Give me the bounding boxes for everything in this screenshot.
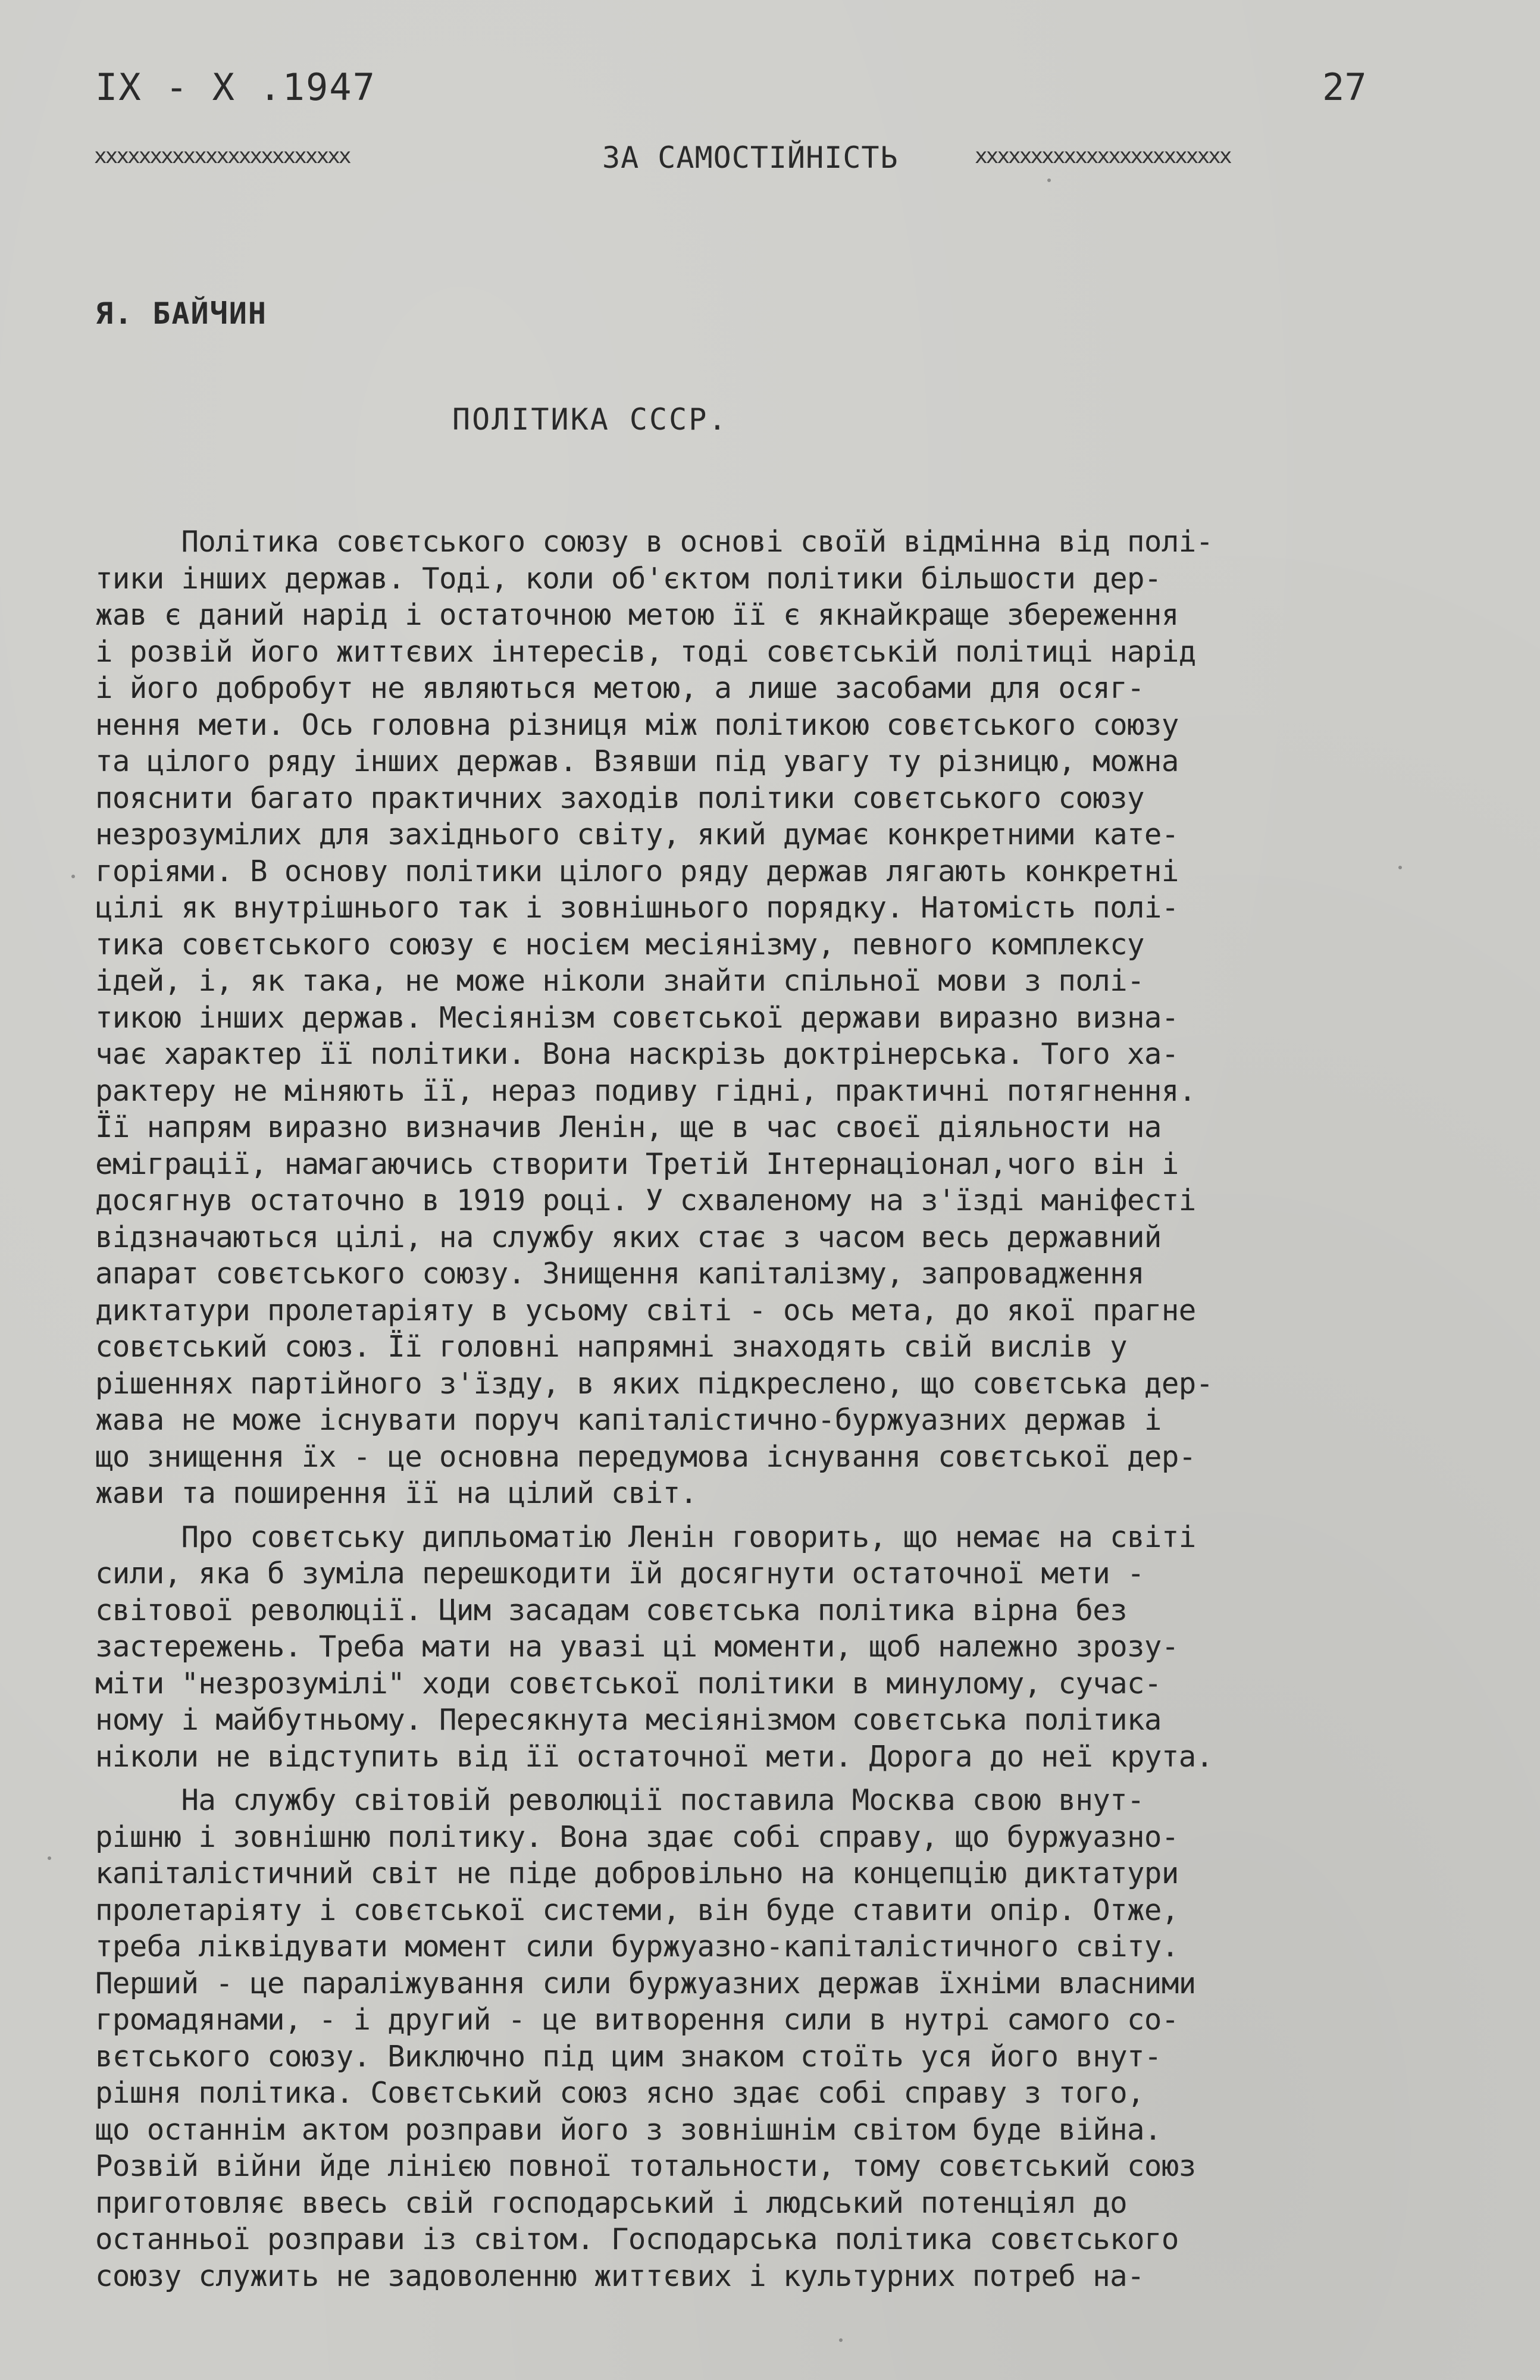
text-line: Перший - це параліжування сили буржуазних держав їхніми власними [95,1966,1196,2000]
text-line: відзначаються цілі, на службу яких стає з часом весь державний [95,1220,1162,1254]
scan-speck [1047,178,1051,182]
text-line: жав є даний нарід і остаточною метою її є якнайкраще збереження [95,598,1179,632]
text-line: союзу служить не задоволенню життєвих і культурних потреб на- [95,2259,1144,2293]
paragraph [95,524,1470,1512]
text-line: і його добробут не являються метою, а лише засобами для осяг- [95,671,1144,705]
text-line: горіями. В основу політики цілого ряду держав лягають конкретні [95,854,1179,888]
text-line: капіталістичний світ не піде добровільно на концепцію диктатури [95,1856,1179,1890]
scan-speck [71,875,75,878]
text-line: рішню і зовнішню політику. Вона здає собі справу, що буржуазно- [95,1820,1179,1854]
text-line: диктатури пролетаріяту в усьому світі - ось мета, до якої прагне [95,1293,1196,1327]
text-line: Її напрям виразно визначив Ленін, ще в час своєї діяльности на [95,1110,1162,1144]
text-line: тикою інших держав. Месіянізм совєтської держави виразно визна- [95,1000,1179,1035]
header-rule-left: xxxxxxxxxxxxxxxxxxxxxxx [94,144,350,168]
text-line: і розвій його життєвих інтересів, тоді совєтській політиці нарід [95,634,1196,669]
text-line: та цілого ряду інших держав. Взявши під увагу ту різницю, можна [95,744,1179,778]
scan-speck [1398,866,1402,869]
text-line: Про совєтську дипльоматію Ленін говорить, що немає на світі [95,1520,1196,1554]
text-line: Політика совєтського союзу в основі своїй відмінна від полі- [95,525,1213,559]
article-title: ПОЛІТИКА СССР. [452,402,728,437]
text-line: пояснити багато практичних заходів політики совєтського союзу [95,781,1144,815]
text-line: застережень. Треба мати на увазі ці моменти, щоб належно зрозу- [95,1630,1179,1664]
text-line: треба ліквідувати момент сили буржуазно-капіталістичного світу. [95,1930,1179,1964]
text-line: еміграції, намагаючись створити Третій Інтернаціонал,чого він і [95,1147,1179,1181]
text-line: чає характер її політики. Вона наскрізь доктрінерська. Того ха- [95,1037,1179,1071]
text-line: сили, яка б зуміла перешкодити їй досягнути остаточної мети - [95,1557,1144,1590]
journal-title: ЗА САМОСТІЙНІСТЬ [602,140,899,175]
text-line: Розвій війни йде лінією повної тотальности, тому совєтський союз [95,2149,1196,2183]
text-line: досягнув остаточно в 1919 році. У схваленому на з'їзді маніфесті [95,1183,1196,1217]
text-line: нення мети. Ось головна різниця між політикою совєтського союзу [95,707,1179,742]
text-line: тика совєтського союзу є носієм месіянізму, певного комплексу [95,927,1144,962]
text-line: останньої розправи із світом. Господарська політика совєтського [95,2222,1179,2256]
paragraph [95,1519,1470,1775]
text-line: рактеру не міняють її, нераз подиву гідні, практичні потягнення. [95,1073,1196,1108]
text-line: громадянами, - і другий - це витворення сили в нутрі самого со- [95,2003,1179,2037]
text-line: На службу світовій революції поставила Москва свою внут- [95,1783,1144,1817]
text-line: совєтський союз. Її головні напрямні знаходять свій вислів у [95,1330,1128,1364]
text-line: цілі як внутрішнього так і зовнішнього порядку. Натомість полі- [95,891,1179,925]
text-line: апарат совєтського союзу. Знищення капіталізму, запровадження [95,1257,1144,1291]
text-line: що знищення їх - це основна передумова існування совєтської дер- [95,1439,1196,1474]
paragraph [95,1782,1470,2294]
text-line: жава не може існувати поруч капіталістично-буржуазних держав і [95,1403,1162,1437]
text-line: пролетаріяту і совєтської системи, він буде ставити опір. Отже, [95,1893,1179,1927]
article-body [95,524,1470,2294]
text-line: приготовляє ввесь свій господарський і людський потенціял до [95,2185,1128,2220]
text-line: незрозумілих для західнього світу, який думає конкретними кате- [95,818,1179,851]
text-line: світової революції. Цим засадам совєтська політика вірна без [95,1593,1128,1627]
text-line: ідей, і, як така, не може ніколи знайти спільної мови з полі- [95,964,1144,998]
text-line: жави та поширення її на цілий світ. [95,1476,697,1510]
scan-speck [839,2338,843,2342]
author-name: Я. БАЙЧИН [95,296,267,331]
scan-speck [48,1856,51,1860]
issue-date: IX - X .1947 [95,65,376,109]
text-line: ніколи не відступить від її остаточної мети. Дорога до неї крута. [95,1739,1213,1774]
text-line: що останнім актом розправи його з зовнішнім світом буде війна. [95,2112,1162,2147]
text-line: рішня політика. Совєтський союз ясно здає собі справу з того, [95,2076,1144,2110]
text-line: рішеннях партійного з'їзду, в яких підкреслено, що совєтська дер- [95,1366,1213,1401]
page-number: 27 [1322,65,1367,109]
text-line: міти "незрозумілі" ходи совєтської політики в минулому, сучас- [95,1666,1162,1701]
text-line: тики інших держав. Тоді, коли об'єктом політики більшости дер- [95,561,1162,596]
text-line: ному і майбутньому. Пересякнута месіянізмом совєтська політика [95,1703,1162,1737]
text-line: вєтського союзу. Виключно під цим знаком стоїть уся його внут- [95,2039,1162,2074]
header-rule-right: xxxxxxxxxxxxxxxxxxxxxxx [975,144,1231,168]
